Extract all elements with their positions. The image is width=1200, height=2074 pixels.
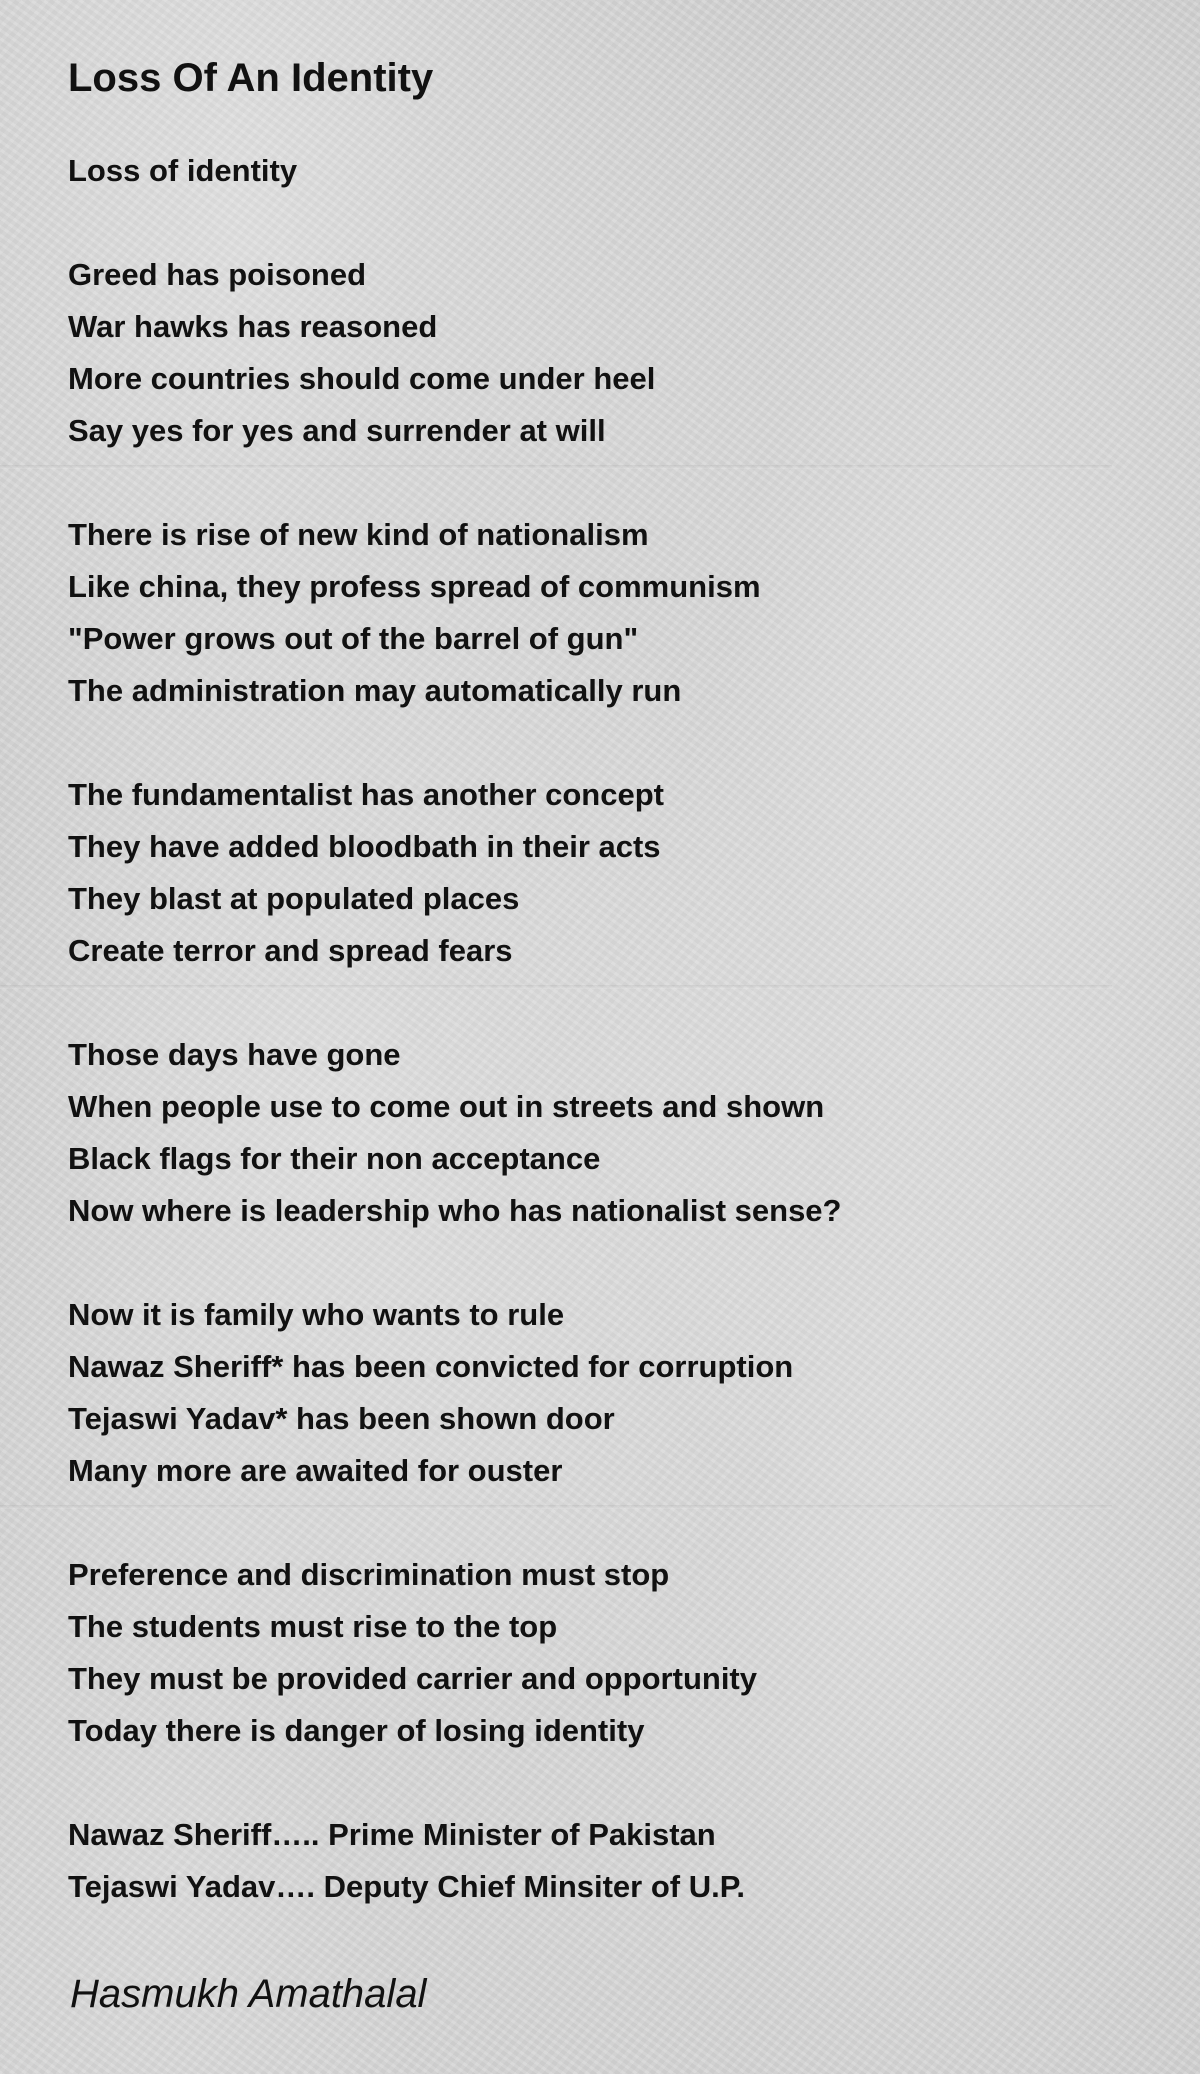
- stanza-7: [68, 1549, 1128, 1757]
- poem-line: War hawks has reasoned: [68, 309, 438, 344]
- poem-author: Hasmukh Amathalal: [70, 1972, 427, 2016]
- poem-line: Preference and discrimination must stop: [68, 1557, 670, 1592]
- poem-line: They have added bloodbath in their acts: [68, 829, 661, 864]
- stanza-5: [68, 1029, 1128, 1237]
- poem-line: When people use to come out in streets and shown: [68, 1089, 825, 1124]
- poem-line: Tejaswi Yadav…. Deputy Chief Minsiter of U.P.: [68, 1869, 746, 1904]
- poem-line: Today there is danger of losing identity: [68, 1713, 645, 1748]
- poem-line: The administration may automatically run: [68, 673, 682, 708]
- poem-line: Now it is family who wants to rule: [68, 1297, 565, 1332]
- poem-line: Nawaz Sheriff* has been convicted for corruption: [68, 1349, 794, 1384]
- poem-line: More countries should come under heel: [68, 361, 656, 396]
- poem-line: Those days have gone: [68, 1037, 401, 1072]
- stanza-3: [68, 509, 1128, 717]
- poem-line: Greed has poisoned: [68, 257, 367, 292]
- poem-line: Loss of identity: [68, 153, 298, 188]
- poem-line: The students must rise to the top: [68, 1609, 558, 1644]
- poem-line: They must be provided carrier and opportunity: [68, 1661, 757, 1696]
- poem-line: Create terror and spread fears: [68, 933, 513, 968]
- poem-line: There is rise of new kind of nationalism: [68, 517, 649, 552]
- poem-line: Say yes for yes and surrender at will: [68, 413, 606, 448]
- poem-line: Black flags for their non acceptance: [68, 1141, 601, 1176]
- poem-line: They blast at populated places: [68, 881, 520, 916]
- stanza-2: [68, 249, 1128, 457]
- poem-line: Many more are awaited for ouster: [68, 1453, 563, 1488]
- stanza-4: [68, 769, 1128, 977]
- poem-title: Loss Of An Identity: [68, 56, 434, 100]
- poem-line: Nawaz Sheriff….. Prime Minister of Pakistan: [68, 1817, 716, 1852]
- poem-line: The fundamentalist has another concept: [68, 777, 664, 812]
- poem-line: Tejaswi Yadav* has been shown door: [68, 1401, 615, 1436]
- stanza-8: [68, 1809, 1128, 1913]
- poem-body: [68, 145, 1128, 1913]
- poem-line: Like china, they profess spread of communism: [68, 569, 761, 604]
- poem-line: Now where is leadership who has nationalist sense?: [68, 1193, 842, 1228]
- stanza-6: [68, 1289, 1128, 1497]
- stanza-1: [68, 145, 1128, 197]
- poem-line: "Power grows out of the barrel of gun": [68, 621, 639, 656]
- poem-page: [68, 52, 1128, 1965]
